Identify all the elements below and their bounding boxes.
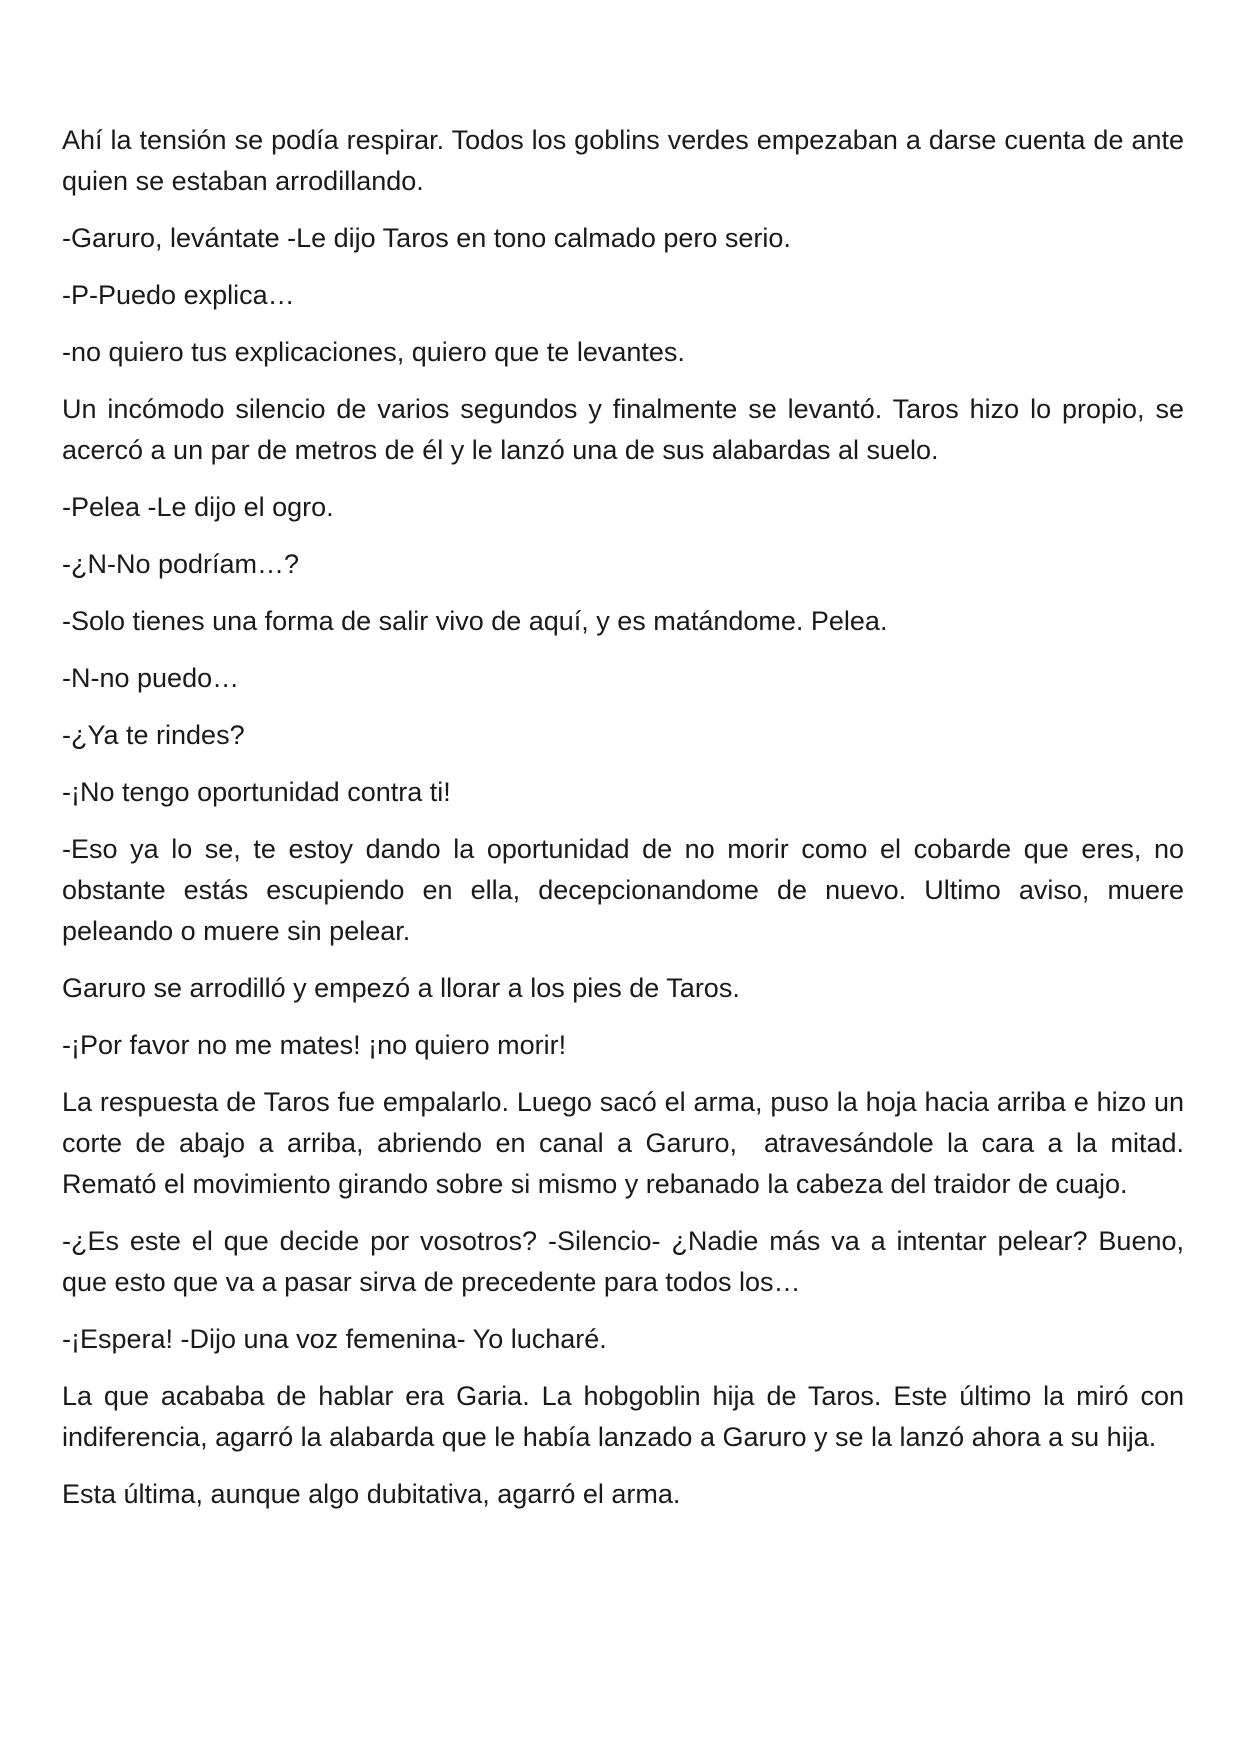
paragraph-13: Garuro se arrodilló y empezó a llorar a los pies de Taros. [62,973,740,1003]
paragraph-17: -¡Espera! -Dijo una voz femenina- Yo lucharé. [62,1324,607,1354]
paragraph-15: La respuesta de Taros fue empalarlo. Luego sacó el arma, puso la hoja hacia arriba e hizo un corte de abajo a arriba, abriendo en canal a Garuro, atravesándole la cara a la mitad. Remató el movimiento girando sobre si mismo y rebanado la cabeza del traidor de cuajo. [62,1087,1192,1199]
paragraph-14: -¡Por favor no me mates! ¡no quiero morir! [62,1030,567,1060]
paragraph-16: -¿Es este el que decide por vosotros? -Silencio- ¿Nadie más va a intentar pelear? Bueno, que esto que va a pasar sirva de precedente para todos los… [62,1226,1192,1297]
paragraph-8: -Solo tienes una forma de salir vivo de aquí, y es matándome. Pelea. [62,606,888,636]
paragraph-1: Ahí la tensión se podía respirar. Todos los goblins verdes empezaban a darse cuenta de ante quien se estaban arrodillando. [62,125,1192,196]
paragraph-5: Un incómodo silencio de varios segundos y finalmente se levantó. Taros hizo lo propio, se acercó a un par de metros de él y le lanzó una de sus alabardas al suelo. [62,394,1192,465]
paragraph-18: La que acababa de hablar era Garia. La hobgoblin hija de Taros. Este último la miró con indiferencia, agarró la alabarda que le había lanzado a Garuro y se la lanzó ahora a su hija. [62,1381,1192,1452]
paragraph-10: -¿Ya te rindes? [62,720,245,750]
paragraph-3: -P-Puedo explica… [62,280,295,310]
document-body [62,120,1192,1531]
paragraph-9: -N-no puedo… [62,663,240,693]
paragraph-12: -Eso ya lo se, te estoy dando la oportunidad de no morir como el cobarde que eres, no obstante estás escupiendo en ella, decepcionandome de nuevo. Ultimo aviso, muere peleando o muere sin pelear. [62,834,1192,946]
paragraph-4: -no quiero tus explicaciones, quiero que te levantes. [62,337,685,367]
paragraph-2: -Garuro, levántate -Le dijo Taros en tono calmado pero serio. [62,223,791,253]
paragraph-7: -¿N-No podríam…? [62,549,300,579]
paragraph-19: Esta última, aunque algo dubitativa, agarró el arma. [62,1479,681,1509]
paragraph-6: -Pelea -Le dijo el ogro. [62,492,334,522]
paragraph-11: -¡No tengo oportunidad contra ti! [62,777,451,807]
